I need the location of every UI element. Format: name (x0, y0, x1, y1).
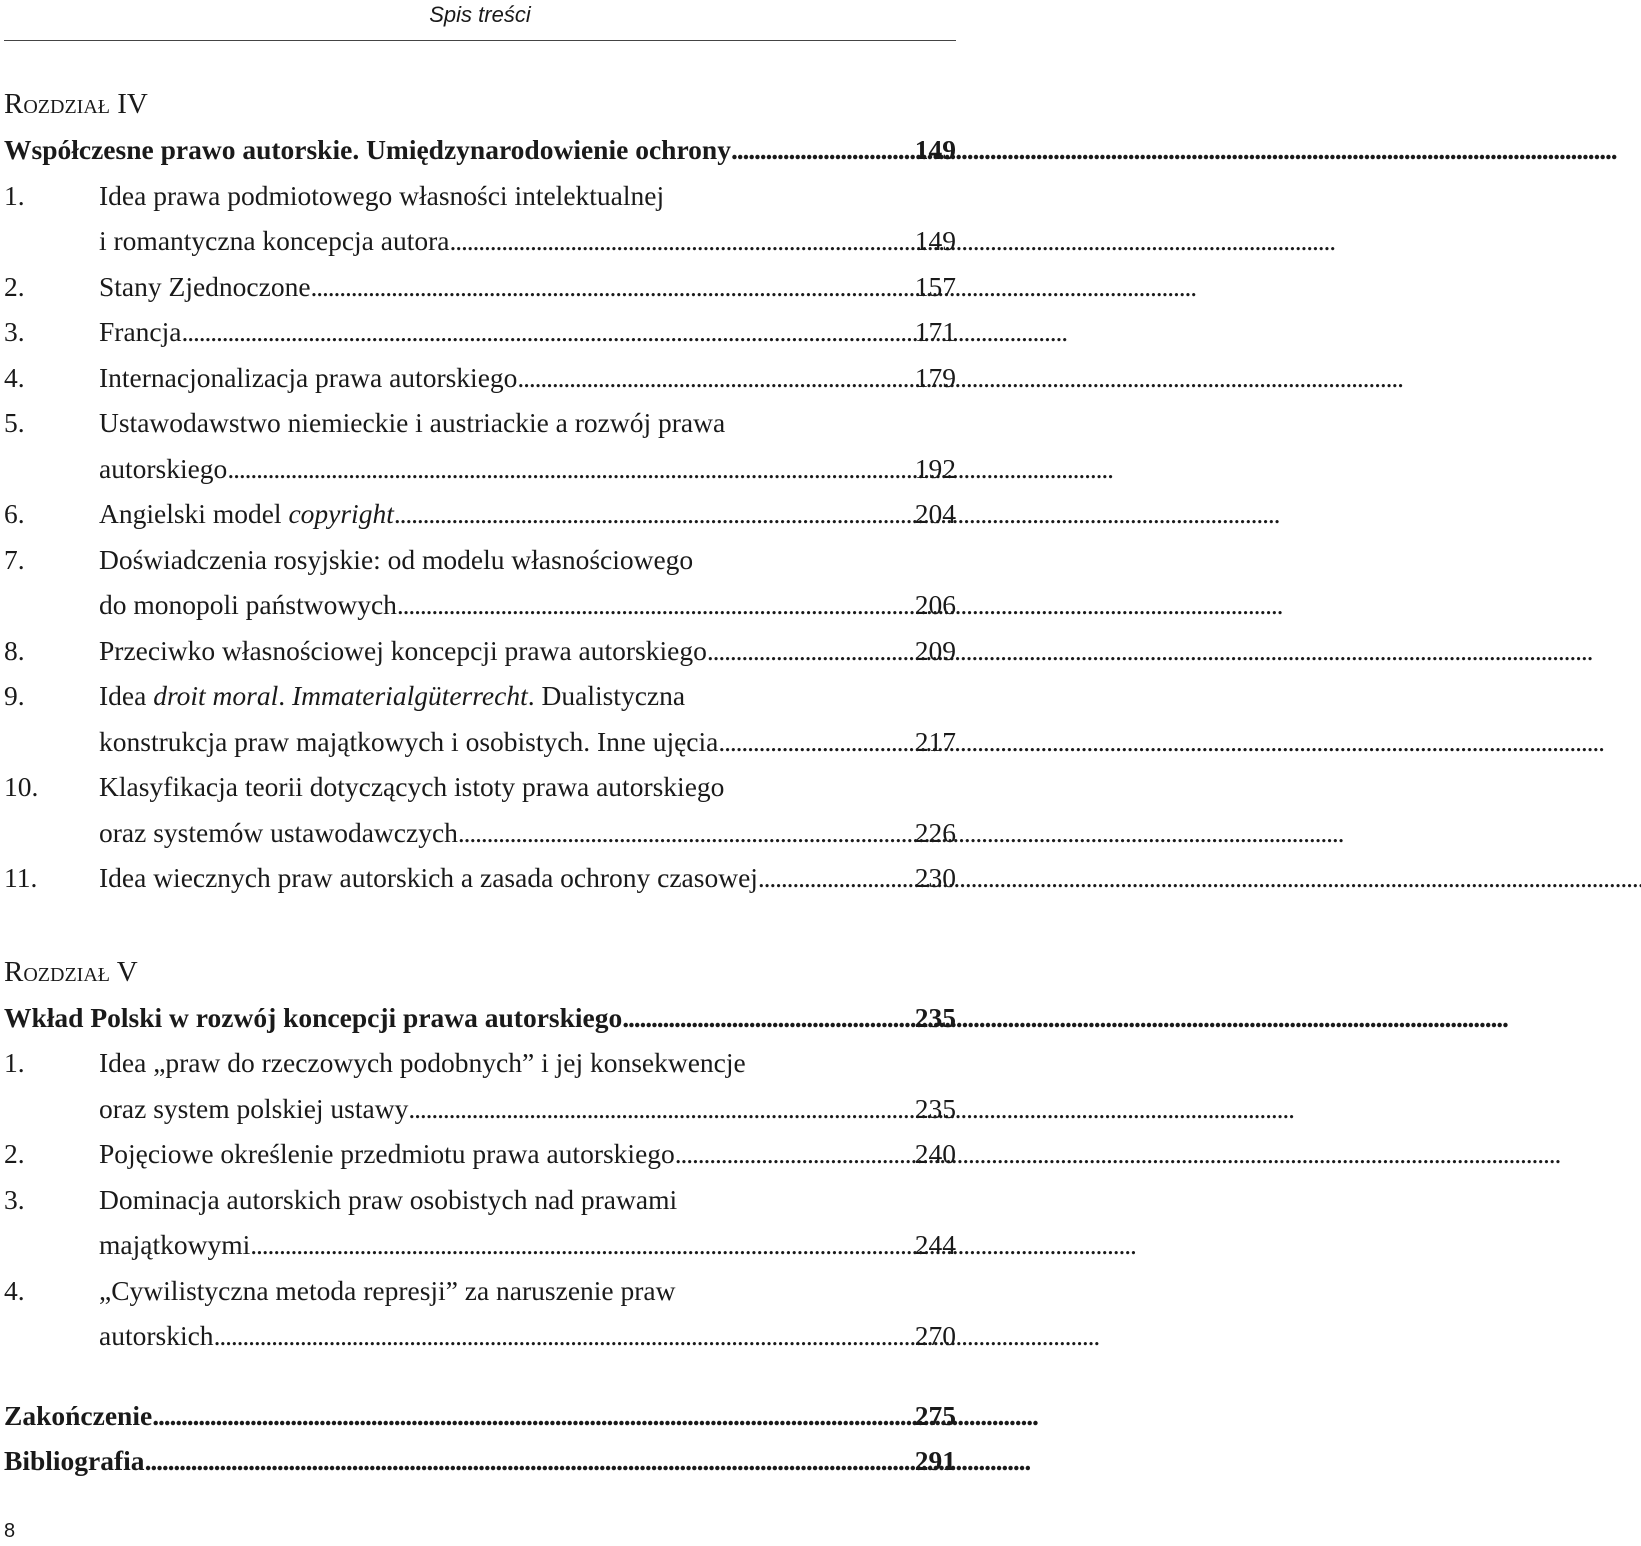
entry-title-line1: Idea droit moral. Immaterialgüterrecht. Dualistyczna (99, 680, 686, 711)
entry-number: 6. (4, 498, 25, 529)
chapter-5-label: Rozdział V (4, 955, 138, 988)
entry-page: 204 (914, 498, 956, 529)
running-head: Spis treści (429, 2, 531, 27)
entry-page: 244 (914, 1229, 956, 1260)
toc-entry-5-3-cont[interactable] (4, 1222, 956, 1268)
toc-entry-4-1[interactable] (4, 173, 956, 219)
entry-title: Idea wiecznych praw autorskich a zasada ochrony czasowej (99, 862, 758, 893)
entry-number: 2. (4, 270, 25, 302)
toc-entry-5-3[interactable] (4, 1177, 956, 1223)
toc-entry-4-7[interactable] (4, 537, 956, 583)
entry-number: 4. (4, 1274, 25, 1306)
entry-title-line2: autorskich (99, 1320, 214, 1351)
toc-entry-4-3[interactable] (4, 309, 956, 355)
entry-number: 4. (4, 361, 25, 393)
dot-leader (449, 218, 910, 264)
entry-number: 7. (4, 543, 25, 575)
entry-title: Przeciwko własnościowej koncepcji prawa autorskiego (99, 634, 707, 666)
toc-entry-4-10[interactable] (4, 764, 956, 810)
chapter-4-page: 149 (914, 134, 956, 165)
toc-entry-4-5-cont[interactable] (4, 446, 956, 492)
entry-page: 209 (914, 634, 956, 666)
toc-entry-4-11[interactable] (4, 855, 956, 901)
toc-entry-4-2[interactable] (4, 264, 956, 310)
conclusion-page: 275 (914, 1399, 956, 1431)
dot-leader (675, 1131, 911, 1177)
entry-page: 230 (914, 862, 956, 893)
toc-entry-5-2[interactable] (4, 1131, 956, 1177)
entry-title: Stany Zjednoczone (99, 270, 311, 302)
entry-page: 149 (914, 225, 956, 256)
dot-leader (181, 309, 910, 355)
chapter-4-label: Rozdział IV (4, 88, 148, 120)
entry-number: 11. (4, 862, 38, 893)
dot-leader (311, 264, 911, 310)
entry-number: 1. (4, 179, 25, 211)
dot-leader (397, 582, 911, 628)
entry-page: 171 (914, 316, 956, 347)
toc-entry-4-9-cont[interactable] (4, 719, 956, 765)
entry-page: 206 (914, 589, 956, 620)
dot-leader (250, 1222, 911, 1268)
dot-leader (707, 628, 911, 674)
entry-number: 10. (4, 771, 39, 802)
conclusion-title: Zakończenie (4, 1399, 153, 1431)
entry-title-line1: „Cywilistyczna metoda represji” za naruszenie praw (99, 1274, 676, 1306)
dot-leader (622, 995, 910, 1041)
dot-leader (408, 1086, 910, 1132)
dot-leader (214, 1313, 911, 1359)
dot-leader (517, 355, 910, 401)
toc-entry-4-8[interactable] (4, 628, 956, 674)
bibliography-page: 291 (914, 1445, 956, 1476)
entry-title-italic: droit moral (153, 680, 279, 711)
entry-title-line1: Klasyfikacja teorii dotyczących istoty prawa autorskiego (99, 771, 725, 802)
toc-entry-5-4[interactable] (4, 1268, 956, 1314)
toc-entry-4-10-cont[interactable] (4, 810, 956, 856)
entry-title-line2: konstrukcja praw majątkowych i osobistych. Inne ujęcia (99, 725, 719, 757)
entry-number: 8. (4, 634, 25, 666)
entry-title: Internacjonalizacja prawa autorskiego (99, 361, 518, 393)
chapter-5-title: Wkład Polski w rozwój koncepcji prawa autorskiego (4, 1001, 623, 1033)
entry-title: Francja (99, 316, 182, 347)
chapter-5-page: 235 (914, 1001, 956, 1033)
entry-number: 3. (4, 1183, 25, 1215)
page-number: 8 (4, 1520, 16, 1542)
entry-page: 179 (914, 361, 956, 393)
entry-title: Angielski model copyright (99, 498, 394, 529)
entry-number: 1. (4, 1047, 25, 1078)
entry-page: 217 (914, 725, 956, 757)
toc-entry-5-1[interactable] (4, 1040, 956, 1086)
dot-leader (731, 127, 911, 173)
entry-title-line1: Doświadczenia rosyjskie: od modelu własnościowego (99, 543, 694, 575)
chapter-4-title-entry[interactable] (4, 127, 956, 173)
entry-page: 192 (914, 452, 956, 484)
entry-title-line1: Idea prawa podmiotowego własności intelektualnej (99, 179, 665, 211)
dot-leader (227, 446, 910, 492)
entry-title-line2: autorskiego (99, 452, 228, 484)
table-of-contents (0, 41, 960, 1484)
toc-entry-bibliography[interactable] (4, 1438, 956, 1484)
entry-title-line2: do monopoli państwowych (99, 589, 397, 620)
toc-entry-5-1-cont[interactable] (4, 1086, 956, 1132)
entry-number: 3. (4, 316, 25, 347)
entry-page: 240 (914, 1138, 956, 1169)
toc-entry-conclusion[interactable] (4, 1393, 956, 1439)
dot-leader (458, 810, 911, 856)
dot-leader (152, 1393, 911, 1439)
entry-number: 2. (4, 1138, 25, 1169)
dot-leader (718, 719, 910, 765)
entry-title-line2: oraz system polskiej ustawy (99, 1092, 409, 1124)
entry-title-line1: Dominacja autorskich praw osobistych nad prawami (99, 1183, 678, 1215)
toc-entry-4-9[interactable] (4, 673, 956, 719)
entry-title-italic: Immaterialgüterrecht (292, 680, 528, 711)
entry-page: 226 (914, 816, 956, 848)
toc-entry-4-5[interactable] (4, 400, 956, 446)
dot-leader (758, 855, 911, 901)
toc-entry-4-1-cont[interactable] (4, 218, 956, 264)
toc-entry-4-6[interactable] (4, 491, 956, 537)
entry-title-line2: oraz systemów ustawodawczych (99, 816, 458, 848)
bibliography-title: Bibliografia (4, 1445, 145, 1476)
entry-page: 270 (914, 1320, 956, 1351)
toc-entry-5-4-cont[interactable] (4, 1313, 956, 1359)
entry-title-line1: Ustawodawstwo niemieckie i austriackie a rozwój prawa (99, 407, 726, 438)
chapter-5-title-entry[interactable] (4, 995, 956, 1041)
entry-page: 157 (914, 270, 956, 302)
dot-leader (145, 1438, 911, 1484)
entry-number: 5. (4, 407, 25, 438)
chapter-4-title: Współczesne prawo autorskie. Umiędzynarodowienie ochrony (4, 134, 731, 165)
entry-title-italic: copyright (288, 498, 394, 529)
entry-title: Pojęciowe określenie przedmiotu prawa autorskiego (99, 1138, 675, 1169)
toc-entry-4-7-cont[interactable] (4, 582, 956, 628)
entry-title-line2: i romantyczna koncepcja autora (99, 225, 450, 256)
entry-number: 9. (4, 680, 25, 711)
entry-page: 235 (914, 1092, 956, 1124)
toc-entry-4-4[interactable] (4, 355, 956, 401)
entry-title-line2: majątkowymi (99, 1229, 251, 1260)
dot-leader (394, 491, 911, 537)
entry-title-line1: Idea „praw do rzeczowych podobnych” i jej konsekwencje (99, 1047, 746, 1078)
